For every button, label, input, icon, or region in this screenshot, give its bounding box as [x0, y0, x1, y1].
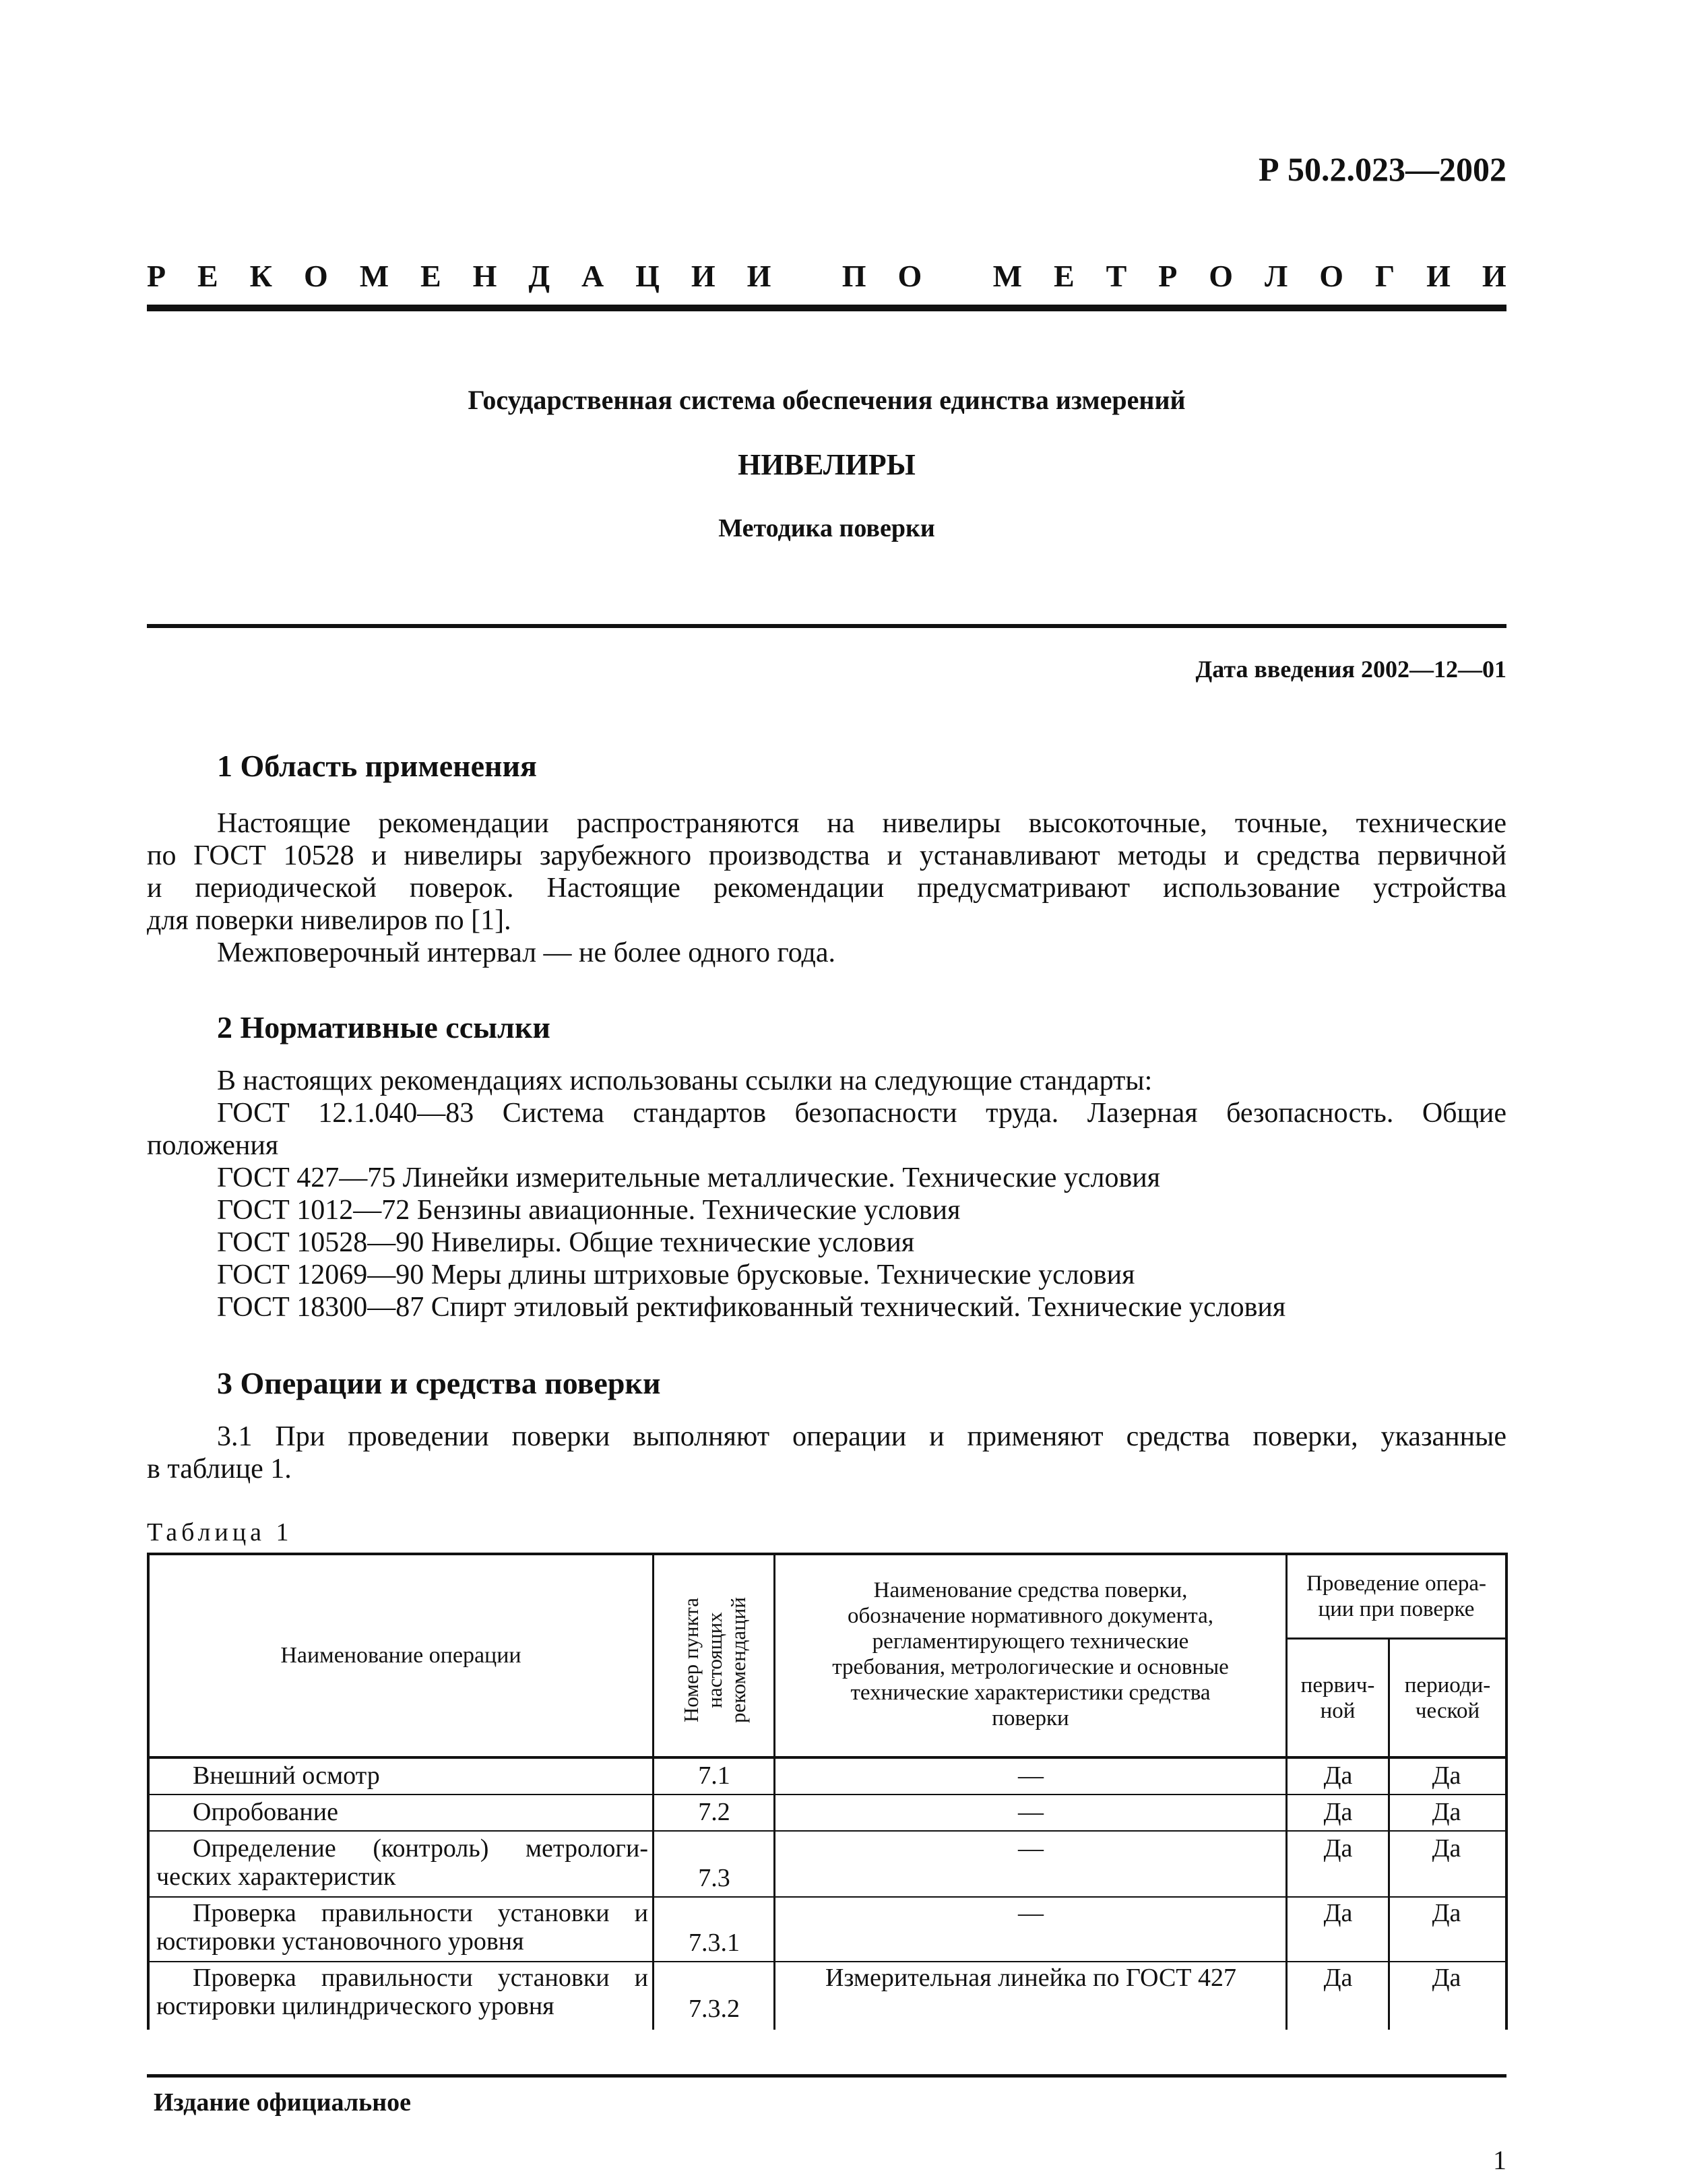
title-rule [147, 624, 1506, 628]
table-row-divider [147, 1896, 1508, 1898]
table-row-divider [147, 1830, 1508, 1832]
series-gap [953, 258, 961, 294]
table-row-periodic: Да [1432, 1761, 1461, 1790]
series-letter: Д [528, 259, 550, 293]
series-letter: О [897, 259, 922, 293]
table-row-primary: Да [1323, 1834, 1353, 1863]
series-letter: И [691, 259, 716, 293]
series-letter: И [1482, 259, 1506, 293]
series-letter: А [581, 259, 604, 293]
section-1-paragraph [147, 807, 1506, 937]
table-row-operation: Внешний осмотр [193, 1761, 380, 1790]
table-row-operation: Проверка правильности установки и юстировки цилиндрического уровня [156, 1964, 648, 2020]
table-row-clause: 7.2 [698, 1798, 730, 1826]
table-row-operation: Опробование [193, 1798, 338, 1826]
introduction-date: Дата введения 2002—12—01 [1195, 656, 1506, 683]
reference-item: ГОСТ 427—75 Линейки измерительные металлические. Технические условия [217, 1162, 1161, 1193]
series-letter: О [1319, 259, 1343, 293]
paragraph-line: 3.1 При проведении поверки выполняют операции и применяют средства поверки, указанные [217, 1421, 1506, 1452]
document-title: НИВЕЛИРЫ [738, 448, 916, 481]
table-row-operation: Проверка правильности установки и юстировки установочного уровня [156, 1899, 648, 1956]
series-letter: Ц [635, 259, 660, 293]
table-row-means: — [1018, 1834, 1044, 1863]
series-letter: М [359, 259, 389, 293]
reference-item: ГОСТ 12.1.040—83 Система стандартов безопасности труда. Лазерная безопасность. Общие [217, 1098, 1506, 1129]
series-letter: О [303, 259, 328, 293]
paragraph-line: для поверки нивелиров по [1]. [147, 905, 511, 936]
reference-item: ГОСТ 18300—87 Спирт этиловый ректификованный технический. Технические условия [217, 1292, 1286, 1323]
header-conduct: Проведение опера- ции при поверке [1306, 1571, 1487, 1621]
table-col-divider [652, 1553, 654, 2030]
paragraph-line: в таблице 1. [147, 1454, 292, 1485]
header-verification-means: Наименование средства поверки, обозначение нормативного документа, регламентирующего технические требования, метрологические и основные технические характеристики средства поверки [832, 1578, 1229, 1730]
series-letter: И [747, 259, 771, 293]
table-row-periodic: Да [1432, 1964, 1461, 1992]
table-row-means: Измерительная линейка по ГОСТ 427 [825, 1964, 1237, 1992]
footer-rule [147, 2074, 1506, 2078]
page-number: 1 [1493, 2145, 1506, 2175]
series-letter: Л [1265, 259, 1288, 293]
header-operation: Наименование операции [280, 1643, 521, 1668]
paragraph-line: и периодической поверок. Настоящие рекомендации предусматривают использование устройства [147, 873, 1506, 904]
section-2-references [147, 1065, 1506, 1323]
series-letter: П [842, 259, 866, 293]
reference-item-continuation: положения [147, 1130, 279, 1161]
series-letter: Н [472, 259, 497, 293]
table-row-primary: Да [1323, 1798, 1353, 1826]
series-letter: И [1426, 259, 1451, 293]
references-intro: В настоящих рекомендациях использованы ссылки на следующие стандарты: [217, 1065, 1153, 1096]
section-1-heading: 1 Область применения [217, 749, 537, 783]
table-row-operation: Определение (контроль) метрологи- ческих характеристик [156, 1834, 648, 1891]
paragraph-line: по ГОСТ 10528 и нивелиры зарубежного производства и устанавливают методы и средства первичной [147, 840, 1506, 871]
table-row-divider [147, 1961, 1508, 1962]
series-letter: Е [1053, 259, 1075, 293]
table-row-periodic: Да [1432, 1798, 1461, 1826]
paragraph-line: Настоящие рекомендации распространяются на нивелиры высокоточные, точные, технические [217, 808, 1506, 839]
reference-item: ГОСТ 1012—72 Бензины авиационные. Технические условия [217, 1195, 961, 1226]
series-letter: Р [1158, 259, 1178, 293]
table-row-means: — [1018, 1899, 1044, 1927]
table-row-clause: 7.3.2 [689, 1995, 740, 2023]
series-letter: О [1209, 259, 1234, 293]
series-letter: Т [1106, 259, 1127, 293]
document-subtitle: Методика поверки [718, 514, 935, 542]
table-row-primary: Да [1323, 1761, 1353, 1790]
series-letter: М [992, 259, 1023, 293]
section-3-paragraph [147, 1421, 1506, 1485]
system-title: Государственная система обеспечения единства измерений [468, 385, 1186, 415]
series-letter: К [249, 259, 273, 293]
table-row-means: — [1018, 1761, 1044, 1790]
table-row-periodic: Да [1432, 1899, 1461, 1927]
table-row-periodic: Да [1432, 1834, 1461, 1863]
table-caption: Таблица 1 [147, 1518, 293, 1547]
table-row-clause: 7.3 [698, 1864, 730, 1892]
section-2-heading: 2 Нормативные ссылки [217, 1010, 550, 1044]
table-row-divider [147, 1794, 1508, 1795]
series-gap [802, 258, 811, 294]
section-3-heading: 3 Операции и средства поверки [217, 1366, 661, 1400]
series-letter: Е [420, 259, 441, 293]
table-border-right [1505, 1553, 1508, 2030]
series-letter: Е [197, 259, 218, 293]
table-row-clause: 7.1 [698, 1761, 730, 1790]
header-clause-number: Номер пункта настоящих рекомендаций [678, 1596, 750, 1723]
header-rule [147, 305, 1506, 311]
series-letter: Г [1374, 259, 1395, 293]
series-letter: Р [147, 259, 166, 293]
header-primary: первич- ной [1300, 1673, 1375, 1723]
table-row-means: — [1018, 1798, 1044, 1826]
table-header-bottom [147, 1756, 1508, 1759]
table-header-subdivider [1285, 1637, 1508, 1640]
reference-item: ГОСТ 12069—90 Меры длины штриховые брусковые. Технические условия [217, 1259, 1135, 1290]
table-row-clause: 7.3.1 [689, 1929, 740, 1957]
series-title [147, 258, 1506, 294]
table-row-primary: Да [1323, 1964, 1353, 1992]
edition-note: Издание официальное [154, 2088, 412, 2117]
document-number: Р 50.2.023—2002 [1258, 150, 1506, 188]
interval-paragraph: Межповерочный интервал — не более одного года. [217, 937, 836, 968]
reference-item: ГОСТ 10528—90 Нивелиры. Общие технические условия [217, 1227, 915, 1258]
table-row-primary: Да [1323, 1899, 1353, 1927]
header-periodic: периоди- ческой [1404, 1673, 1491, 1723]
